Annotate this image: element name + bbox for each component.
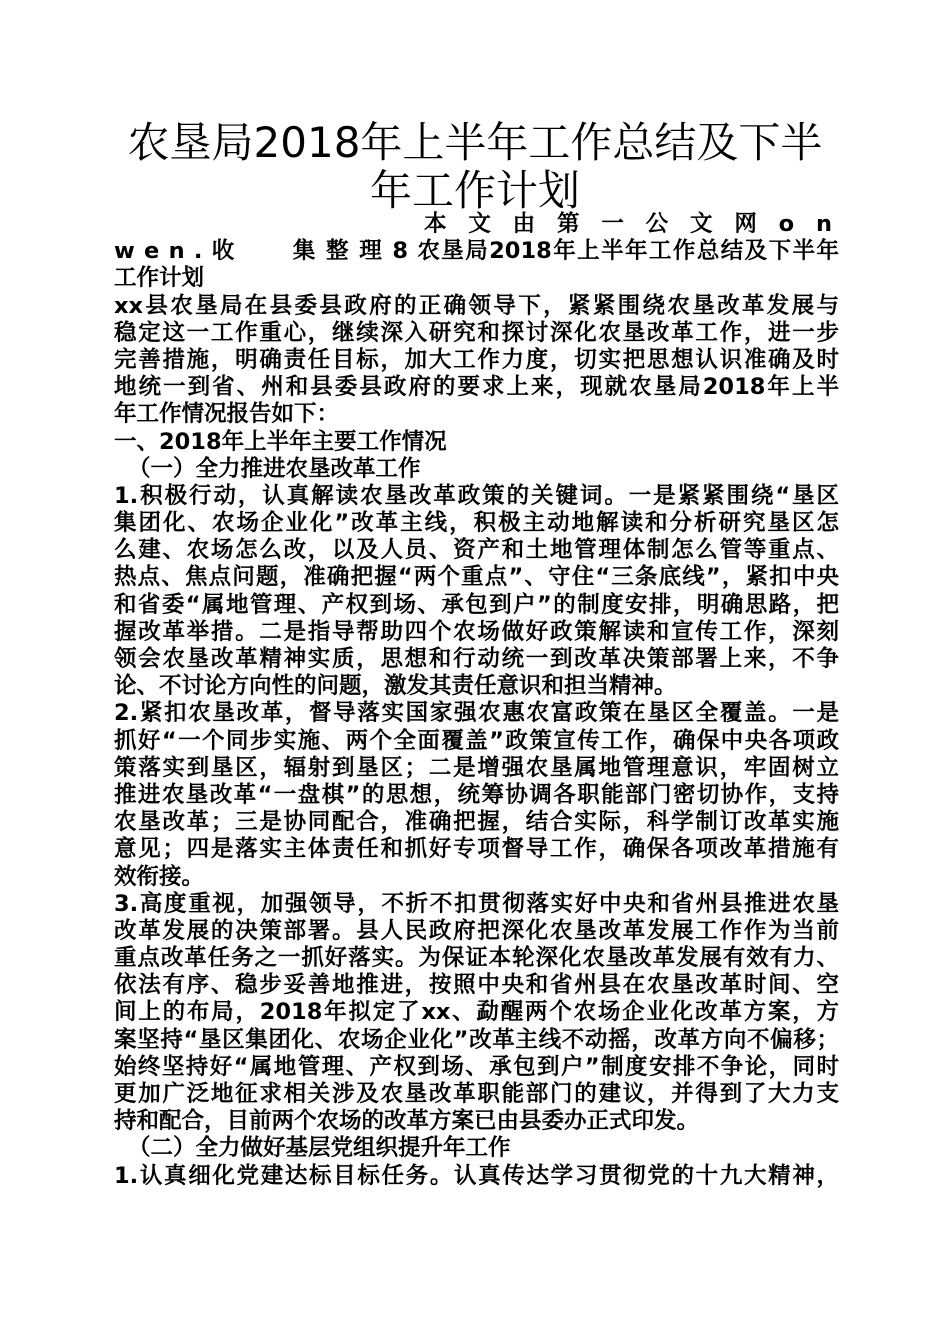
source-line-2: w e n . 收 集 整 理 8 农垦局2018年上半年工作总结及下半年	[114, 238, 839, 265]
body-line: 意见；四是落实主体责任和抓好专项督导工作，确保各项改革措施有	[114, 836, 839, 863]
body-line: 始终坚持好“属地管理、产权到场、承包到户”制度安排不争论，同时	[114, 1053, 839, 1080]
body-line: 间上的布局，2018年拟定了xx、勐醒两个农场企业化改革方案，方	[114, 999, 839, 1026]
body-line: 年工作情况报告如下：	[114, 401, 340, 428]
body-line: 和省委“属地管理、产权到场、承包到户”的制度安排，明确思路，把	[114, 591, 839, 618]
body-line: 稳定这一工作重心，继续深入研究和探讨深化农垦改革工作，进一步	[114, 319, 839, 346]
section-heading: 一、2018年上半年主要工作情况	[114, 428, 447, 455]
body-line: 完善措施，明确责任目标，加大工作力度，切实把思想认识准确及时	[114, 346, 839, 373]
body-line: 效衔接。	[114, 863, 205, 890]
body-line: 论、不讨论方向性的问题，激发其责任意识和担当精神。	[114, 673, 677, 700]
document-title-line-1: 农垦局2018年上半年工作总结及下半	[127, 118, 823, 167]
body-line: 重点改革任务之一抓好落实。为保证本轮深化农垦改革发展有效有力、	[114, 945, 839, 972]
body-line: 领会农垦改革精神实质，思想和行动统一到改革决策部署上来，不争	[114, 646, 839, 672]
body-line: 农垦改革；三是协同配合，准确把握，结合实际，科学制订改革实施	[114, 809, 839, 836]
body-line: 策落实到垦区，辐射到垦区；二是增强农垦属地管理意识，牢固树立	[114, 754, 839, 781]
body-line: 集团化、农场企业化”改革主线，积极主动地解读和分析研究垦区怎	[114, 510, 839, 537]
body-line: 案坚持“垦区集团化、农场企业化”改革主线不动摇，改革方向不偏移；	[114, 1026, 839, 1053]
body-line: 3.高度重视，加强领导，不折不扣贯彻落实好中央和省州县推进农垦	[114, 890, 839, 917]
body-line: 改革发展的决策部署。县人民政府把深化农垦改革发展工作作为当前	[114, 917, 839, 944]
body-line: 持和配合，目前两个农场的改革方案已由县委办正式印发。	[114, 1108, 700, 1135]
subsection-heading: （二）全力做好基层党组织提升年工作	[128, 1135, 511, 1162]
body-line: 抓好“一个同步实施、两个全面覆盖”政策宣传工作，确保中央各项政	[114, 727, 839, 754]
body-line: 更加广泛地征求相关涉及农垦改革职能部门的建议，并得到了大力支	[114, 1081, 839, 1107]
document-title-line-2: 年工作计划	[369, 166, 580, 215]
body-line: 1.积极行动，认真解读农垦改革政策的关键词。一是紧紧围绕“垦区	[114, 482, 839, 509]
body-line: 工作计划	[114, 265, 205, 292]
body-line: 推进农垦改革“一盘棋”的思想，统筹协调各职能部门密切协作，支持	[114, 781, 839, 808]
body-line: 热点、焦点问题，准确把握“两个重点”、守住“三条底线”，紧扣中央	[114, 564, 839, 591]
body-line: 依法有序、稳步妥善地推进，按照中央和省州县在农垦改革时间、空	[114, 972, 839, 999]
body-line: 2.紧扣农垦改革，督导落实国家强农惠农富政策在垦区全覆盖。一是	[114, 700, 839, 727]
body-line: 握改革举措。二是指导帮助四个农场做好政策解读和宣传工作，深刻	[114, 618, 839, 645]
source-line-1: 本 文 由 第 一 公 文 网 o n	[424, 211, 839, 237]
document-body	[114, 211, 839, 1190]
body-line: xx县农垦局在县委县政府的正确领导下，紧紧围绕农垦改革发展与	[114, 292, 839, 319]
body-line: 地统一到省、州和县委县政府的要求上来，现就农垦局2018年上半	[114, 374, 839, 401]
body-line: 1.认真细化党建达标目标任务。认真传达学习贯彻党的十九大精神，	[114, 1162, 839, 1189]
body-line: 么建、农场怎么改，以及人员、资产和土地管理体制怎么管等重点、	[114, 537, 839, 564]
subsection-heading: （一）全力推进农垦改革工作	[128, 455, 421, 482]
